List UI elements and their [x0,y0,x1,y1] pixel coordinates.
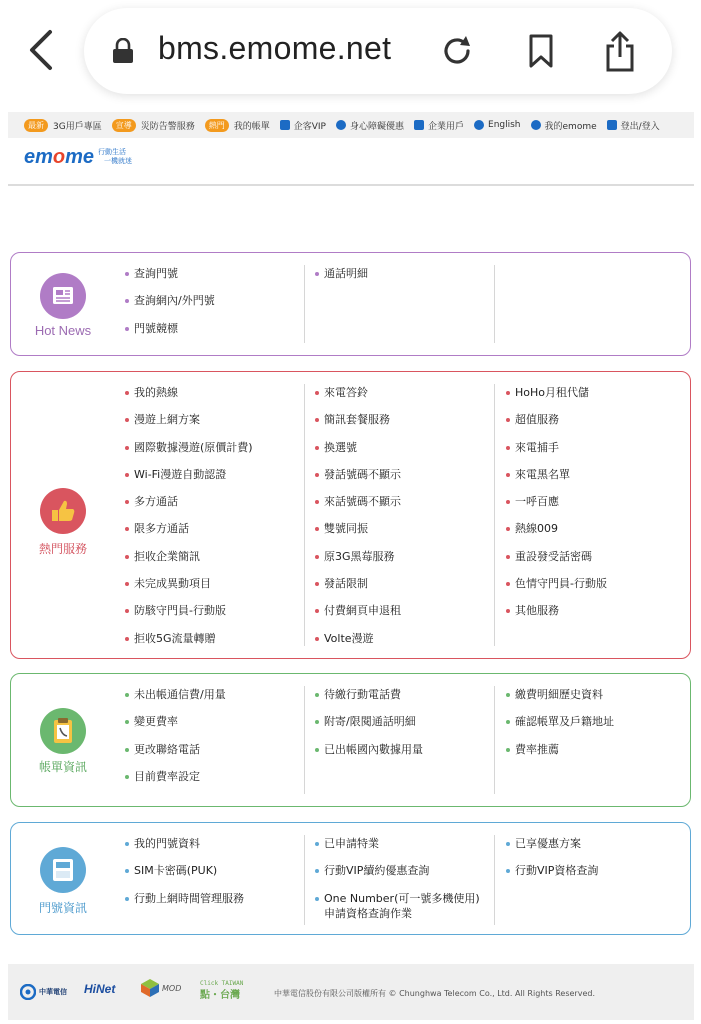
service-link[interactable]: 未完成異動項目 [125,575,304,602]
service-link[interactable]: 多方通話 [125,493,304,520]
sim-card-icon [40,847,86,893]
service-link[interactable]: 行動上網時間管理服務 [125,890,304,917]
service-link[interactable]: 附寄/限閱通話明細 [315,713,494,740]
section-number-info [10,822,691,935]
login-icon [607,120,617,130]
link-column [305,686,495,794]
building-icon [414,120,424,130]
nav-badge: 最新 [24,119,48,132]
section-title: 熱門服務 [38,542,87,556]
nav-item-label: 身心障礙優惠 [349,121,404,132]
nav-item-accessibility[interactable] [336,119,404,132]
service-link[interactable]: 國際數據漫遊(原價計費) [125,439,304,466]
service-link[interactable]: 已享優惠方案 [506,835,686,862]
logo-part: me [65,146,95,168]
link-column [496,265,686,343]
link-column [496,384,686,646]
service-link[interactable]: 防駭守門員-行動版 [125,602,304,629]
link-column [305,384,495,646]
logo-label: 點・台灣 [200,990,240,1001]
section-header [11,823,115,934]
back-arrow-icon[interactable] [24,28,60,72]
service-link[interactable]: 簡訊套餐服務 [315,411,494,438]
lock-icon [112,38,134,64]
service-link[interactable]: SIM卡密碼(PUK) [125,862,304,889]
slogan-line: 一機就迷 [104,157,132,165]
thumbs-up-icon [40,488,86,534]
link-column [496,835,686,925]
link-column [305,265,495,343]
service-link[interactable]: 超值服務 [506,411,686,438]
service-link[interactable]: 拒收5G流量轉贈 [125,630,304,657]
service-link[interactable]: 色情守門員-行動版 [506,575,686,602]
phone-icon [280,120,290,130]
logo-label: Click TAIWAN [200,980,244,987]
copyright-text: 中華電信股份有限公司版權所有 © Chunghwa Telecom Co., Ltd. All Rights Reserved. [274,989,595,998]
service-link[interactable]: One Number(可一號多機使用) 申請資格查詢作業 [315,890,494,921]
nav-item-my-bill[interactable] [205,119,270,132]
service-link[interactable]: 付費網頁申退租 [315,602,494,629]
share-icon[interactable] [604,30,636,72]
nav-item-label: 我的emome [544,121,597,132]
nav-item-english[interactable] [474,120,521,130]
service-link[interactable]: 目前費率設定 [125,768,304,795]
nav-item-label: 企業用戶 [428,121,465,132]
service-link[interactable]: 我的門號資料 [125,835,304,862]
logo-part: o [52,146,66,168]
section-popular-services [10,371,691,659]
nav-badge: 宣導 [112,119,136,132]
reload-icon[interactable] [440,34,474,68]
click-taiwan-logo[interactable] [200,978,243,1002]
user-icon [531,120,541,130]
hinet-logo[interactable]: HiNet [84,982,116,996]
logo-part: em [24,146,53,168]
service-link[interactable]: 門號競標 [125,320,304,347]
nav-item-login[interactable] [607,119,660,132]
service-link[interactable]: 熱線009 [506,520,686,547]
mod-cube-icon [140,978,160,998]
service-link[interactable]: 發話號碼不顯示 [315,466,494,493]
link-column [115,265,305,343]
service-link[interactable]: 發話限制 [315,575,494,602]
chunghwa-logo[interactable] [20,984,67,1000]
service-link[interactable]: 原3G黑莓服務 [315,548,494,575]
service-link[interactable]: Wi-Fi漫遊自動認證 [125,466,304,493]
service-link[interactable]: 我的熱線 [125,384,304,411]
nav-item-vip[interactable] [280,119,326,132]
service-link[interactable]: HoHo月租代儲 [506,384,686,411]
slogan-line: 行動生活 [98,148,126,156]
service-link[interactable]: 待繳行動電話費 [315,686,494,713]
site-header [8,140,694,186]
nav-item-label: 我的帳單 [233,121,270,132]
section-billing-info [10,673,691,807]
nav-item-my-emome[interactable] [531,119,597,132]
service-link[interactable]: 限多方通話 [125,520,304,547]
service-link[interactable]: 確認帳單及戶籍地址 [506,713,686,740]
service-link[interactable]: 繳費明細歷史資料 [506,686,686,713]
nav-item-label: English [488,120,521,130]
section-header [11,253,115,355]
section-hot-news [10,252,691,356]
service-link[interactable]: 查詢網內/外門號 [125,292,304,319]
nav-item-3g[interactable] [24,119,102,132]
link-column [115,835,305,925]
service-link[interactable]: 已申請特業 [315,835,494,862]
service-link[interactable]: 換選號 [315,439,494,466]
service-link[interactable]: 未出帳通信費/用量 [125,686,304,713]
link-column [496,686,686,794]
section-title: Hot News [34,323,92,338]
section-title: 帳單資訊 [38,760,87,774]
logo-slogan [98,148,132,166]
site-top-nav [8,112,694,138]
logo-label: MOD [162,983,182,993]
service-link[interactable]: 行動VIP續約優惠查詢 [315,862,494,889]
nav-item-enterprise[interactable] [414,119,464,132]
nav-item-label: 3G用戶專區 [53,121,102,132]
section-title: 門號資訊 [38,901,87,915]
link-column [115,384,305,646]
service-link[interactable]: 變更費率 [125,713,304,740]
service-link[interactable]: 一呼百應 [506,493,686,520]
emome-logo[interactable] [24,146,94,169]
address-bar[interactable] [84,8,672,94]
nav-item-label: 企客VIP [293,121,326,132]
browser-toolbar [0,0,701,100]
nav-item-label: 災防告警服務 [140,121,195,132]
service-link[interactable]: 來話號碼不顯示 [315,493,494,520]
service-link[interactable]: 重設發受話密碼 [506,548,686,575]
service-link[interactable]: 漫遊上網方案 [125,411,304,438]
service-link[interactable]: 已出帳國內數據用量 [315,741,494,768]
link-column [305,835,495,925]
service-link[interactable]: 來電捕手 [506,439,686,466]
service-link[interactable]: 行動VIP資格查詢 [506,862,686,889]
url-text: bms.emome.net [158,30,392,66]
globe-icon [474,120,484,130]
service-link[interactable]: 雙號同振 [315,520,494,547]
link-column [115,686,305,794]
accessibility-icon [336,120,346,130]
service-link[interactable]: 查詢門號 [125,265,304,292]
service-link[interactable]: Volte漫遊 [315,630,494,657]
logo-label: 中華電信 [39,988,67,996]
service-link[interactable]: 來電答鈴 [315,384,494,411]
service-link[interactable]: 拒收企業簡訊 [125,548,304,575]
service-link[interactable]: 費率推薦 [506,741,686,768]
clipboard-icon [40,708,86,754]
news-icon [40,273,86,319]
service-link[interactable]: 通話明細 [315,265,494,292]
service-link[interactable]: 其他服務 [506,602,686,629]
nav-badge: 熱門 [205,119,229,132]
bookmark-icon[interactable] [528,34,554,68]
nav-item-label: 登出/登入 [620,121,660,132]
site-footer [8,964,694,1020]
mod-logo[interactable] [140,978,181,998]
section-header [11,674,115,806]
nav-item-disaster-alert[interactable] [112,119,195,132]
service-link[interactable]: 更改聯絡電話 [125,741,304,768]
chunghwa-logo-icon [20,984,36,1000]
section-header [11,372,115,658]
service-link[interactable]: 來電黑名單 [506,466,686,493]
